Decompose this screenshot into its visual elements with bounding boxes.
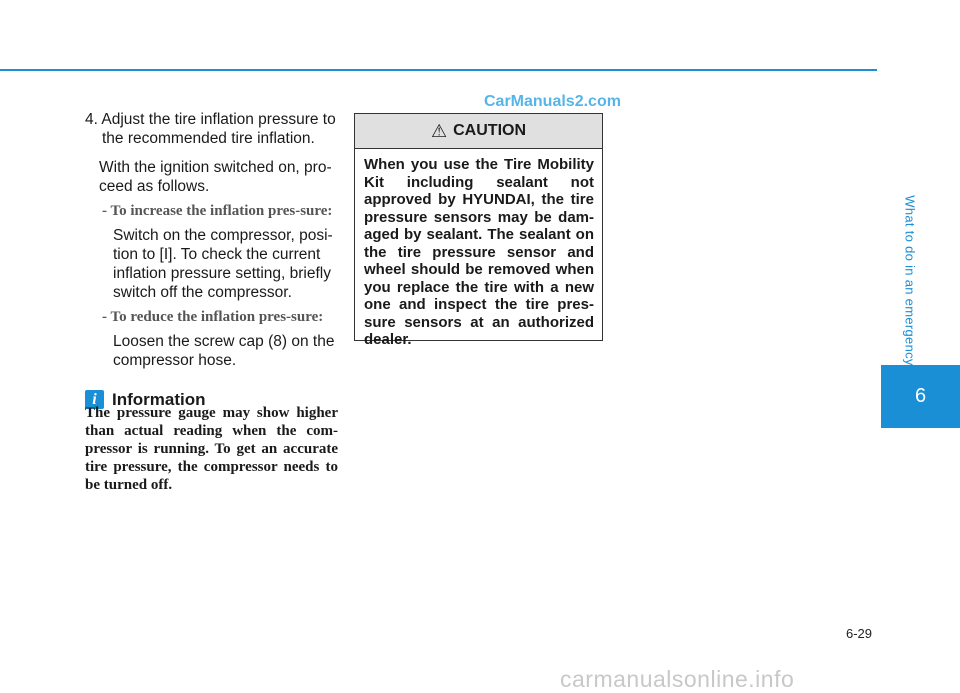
chapter-tab: 6 [881, 365, 960, 428]
increase-body: Switch on the compressor, posi-tion to [I]. To check the current inflation pressure setting, briefly switch off the compressor. [113, 227, 333, 301]
caution-box [354, 113, 603, 348]
caution-body: When you use the Tire Mobility Kit including sealant not approved by HYUNDAI, the tire pressure sensors may be dam-aged by sealant. The sealant on the tire pressure sensor and wheel should be removed when you replace the tire with a new one and inspect the tire pres-sure sensors at an authorized dealer. [364, 156, 594, 348]
caution-title: CAUTION [453, 122, 527, 139]
intro-text: With the ignition switched on, pro-ceed as follows. [99, 159, 332, 195]
caution-header [355, 114, 602, 149]
section-title: What to do in an emergency [902, 194, 918, 366]
reduce-heading: - To reduce the inflation pres-sure: [102, 309, 324, 325]
increase-heading: - To increase the inflation pres-sure: [102, 203, 333, 219]
section-title-vertical [895, 190, 925, 370]
warning-triangle-icon: ⚠ [430, 120, 448, 141]
information-body: The pressure gauge may show higher than actual reading when the com-pressor is running. To get an accurate tire pressure, the compressor needs to be turned off. [85, 405, 338, 493]
top-rule [0, 69, 877, 71]
info-icon: i [85, 390, 104, 409]
reduce-body: Loosen the screw cap (8) on the compressor hose. [113, 333, 335, 369]
left-column [85, 110, 338, 409]
step-4: 4. Adjust the tire inflation pressure to the recommended tire inflation. [85, 111, 336, 147]
page-number: 6-29 [846, 626, 873, 641]
information-title: Information [112, 390, 206, 409]
header-watermark: CarManuals2.com [484, 93, 621, 110]
footer-watermark: carmanualsonline.info [560, 666, 795, 692]
